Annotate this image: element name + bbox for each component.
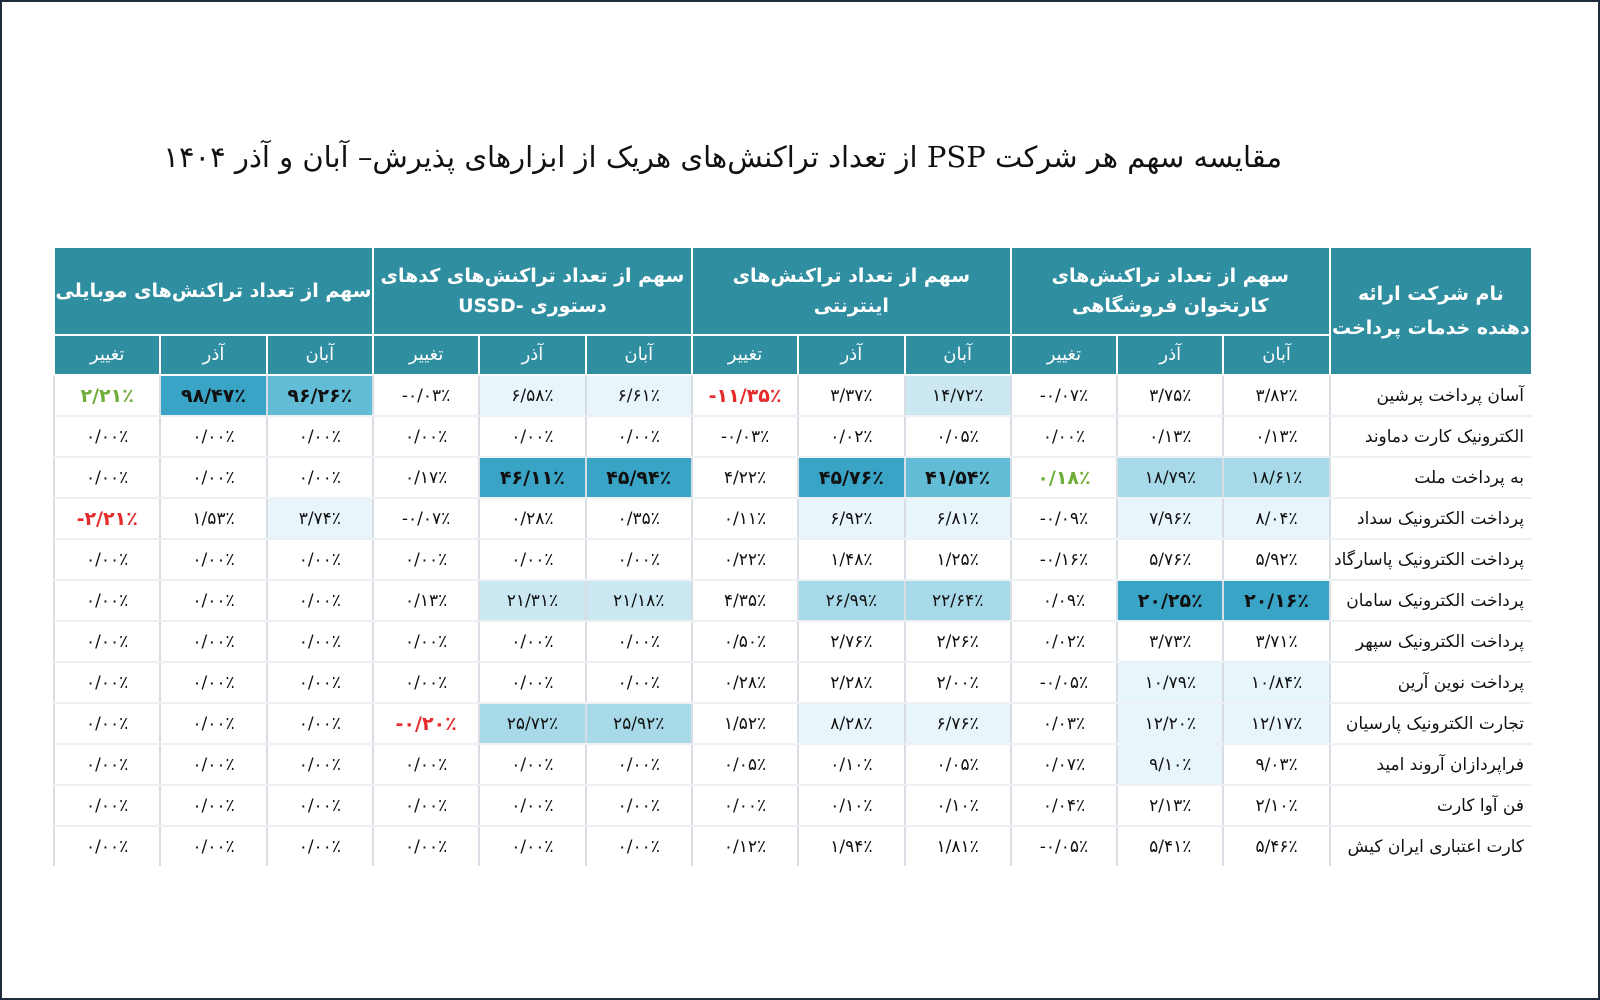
value-cell: -۰/۰۹٪ xyxy=(1011,498,1117,539)
value-cell: ۰/۰۰٪ xyxy=(373,826,479,866)
value-cell: ۰/۰۰٪ xyxy=(586,416,692,457)
value-cell: ۰/۰۰٪ xyxy=(160,416,266,457)
value-cell: ۰/۰۰٪ xyxy=(267,785,373,826)
value-cell: ۰/۰۰٪ xyxy=(160,457,266,498)
value-cell: ۱۲/۲۰٪ xyxy=(1117,703,1223,744)
value-cell: ۶/۸۱٪ xyxy=(905,498,1011,539)
value-cell: ۱۸/۶۱٪ xyxy=(1223,457,1329,498)
value-cell: ۰/۰۰٪ xyxy=(54,457,160,498)
table-row xyxy=(54,457,1532,498)
value-cell: -۰/۰۵٪ xyxy=(1011,826,1117,866)
value-cell: ۱۴/۷۲٪ xyxy=(905,375,1011,416)
value-cell: ۰/۰۰٪ xyxy=(479,416,585,457)
value-cell: ۳/۷۱٪ xyxy=(1223,621,1329,662)
value-cell: ۲۱/۱۸٪ xyxy=(586,580,692,621)
value-cell: ۶/۶۱٪ xyxy=(586,375,692,416)
sub-header-azar: آذر xyxy=(1117,335,1223,375)
sub-header-azar: آذر xyxy=(160,335,266,375)
sub-header-change: تغییر xyxy=(692,335,798,375)
value-cell: ۰/۰۰٪ xyxy=(54,826,160,866)
company-name: به پرداخت ملت xyxy=(1330,457,1532,498)
value-cell: ۱/۴۸٪ xyxy=(798,539,904,580)
value-cell: ۴۶/۱۱٪ xyxy=(479,457,585,498)
value-cell: ۶/۵۸٪ xyxy=(479,375,585,416)
value-cell: ۰/۱۳٪ xyxy=(1117,416,1223,457)
value-cell: ۵/۹۲٪ xyxy=(1223,539,1329,580)
value-cell: ۴۱/۵۴٪ xyxy=(905,457,1011,498)
value-cell: ۰/۰۷٪ xyxy=(1011,744,1117,785)
value-cell: ۴/۳۵٪ xyxy=(692,580,798,621)
value-cell: ۰/۰۰٪ xyxy=(267,457,373,498)
value-cell: ۰/۰۰٪ xyxy=(373,416,479,457)
value-cell: ۰/۱۰٪ xyxy=(798,744,904,785)
table-row xyxy=(54,826,1532,866)
value-cell: ۳/۷۵٪ xyxy=(1117,375,1223,416)
value-cell: ۰/۰۰٪ xyxy=(479,744,585,785)
value-cell: ۲/۲۱٪ xyxy=(54,375,160,416)
value-cell: ۰/۰۰٪ xyxy=(160,826,266,866)
value-cell: ۱/۲۵٪ xyxy=(905,539,1011,580)
sub-header-aban: آبان xyxy=(1223,335,1329,375)
value-cell: ۰/۰۰٪ xyxy=(160,662,266,703)
value-cell: ۰/۰۰٪ xyxy=(373,539,479,580)
value-cell: ۰/۰۰٪ xyxy=(160,744,266,785)
value-cell: ۲۱/۳۱٪ xyxy=(479,580,585,621)
value-cell: ۰/۰۰٪ xyxy=(54,703,160,744)
table-row xyxy=(54,621,1532,662)
sub-header-change: تغییر xyxy=(373,335,479,375)
value-cell: -۱۱/۳۵٪ xyxy=(692,375,798,416)
value-cell: -۲/۲۱٪ xyxy=(54,498,160,539)
value-cell: ۰/۰۰٪ xyxy=(373,662,479,703)
value-cell: ۰/۱۸٪ xyxy=(1011,457,1117,498)
value-cell: ۱/۹۴٪ xyxy=(798,826,904,866)
value-cell: ۵/۷۶٪ xyxy=(1117,539,1223,580)
value-cell: ۲۶/۹۹٪ xyxy=(798,580,904,621)
value-cell: ۰/۰۲٪ xyxy=(1011,621,1117,662)
value-cell: -۰/۲۰٪ xyxy=(373,703,479,744)
value-cell: ۰/۰۰٪ xyxy=(586,785,692,826)
value-cell: ۴۵/۹۴٪ xyxy=(586,457,692,498)
sub-header-change: تغییر xyxy=(1011,335,1117,375)
value-cell: ۰/۰۰٪ xyxy=(160,703,266,744)
company-name: پرداخت الکترونیک سپهر xyxy=(1330,621,1532,662)
value-cell: -۰/۰۳٪ xyxy=(373,375,479,416)
value-cell: ۳/۷۴٪ xyxy=(267,498,373,539)
value-cell: ۸/۰۴٪ xyxy=(1223,498,1329,539)
table-row xyxy=(54,662,1532,703)
table-row xyxy=(54,580,1532,621)
value-cell: ۴۵/۷۶٪ xyxy=(798,457,904,498)
value-cell: ۰/۰۰٪ xyxy=(479,785,585,826)
company-name: فراپردازان آروند امید xyxy=(1330,744,1532,785)
value-cell: ۳/۳۷٪ xyxy=(798,375,904,416)
sub-header-change: تغییر xyxy=(54,335,160,375)
value-cell: ۱۸/۷۹٪ xyxy=(1117,457,1223,498)
sub-header-azar: آذر xyxy=(798,335,904,375)
value-cell: ۰/۰۰٪ xyxy=(1011,416,1117,457)
value-cell: ۰/۰۹٪ xyxy=(1011,580,1117,621)
company-name: الکترونیک کارت دماوند xyxy=(1330,416,1532,457)
value-cell: ۰/۱۱٪ xyxy=(692,498,798,539)
value-cell: ۰/۰۵٪ xyxy=(692,744,798,785)
value-cell: ۳/۸۲٪ xyxy=(1223,375,1329,416)
value-cell: ۰/۰۳٪ xyxy=(1011,703,1117,744)
group-header-ussd: سهم از تعداد تراکنش‌های کدهای دستوری -USSD xyxy=(373,247,692,335)
value-cell: ۰/۰۰٪ xyxy=(54,416,160,457)
value-cell: ۰/۰۰٪ xyxy=(586,826,692,866)
value-cell: ۱/۸۱٪ xyxy=(905,826,1011,866)
value-cell: ۰/۱۰٪ xyxy=(905,785,1011,826)
value-cell: ۰/۰۵٪ xyxy=(905,416,1011,457)
value-cell: ۰/۲۸٪ xyxy=(479,498,585,539)
company-name: پرداخت الکترونیک پاسارگاد xyxy=(1330,539,1532,580)
value-cell: ۰/۰۰٪ xyxy=(160,785,266,826)
value-cell: -۰/۱۶٪ xyxy=(1011,539,1117,580)
value-cell: ۰/۰۰٪ xyxy=(267,826,373,866)
value-cell: ۰/۳۵٪ xyxy=(586,498,692,539)
value-cell: ۰/۱۳٪ xyxy=(1223,416,1329,457)
value-cell: ۰/۰۰٪ xyxy=(267,703,373,744)
value-cell: ۲۵/۹۲٪ xyxy=(586,703,692,744)
value-cell: ۰/۰۰٪ xyxy=(54,662,160,703)
table-row xyxy=(54,539,1532,580)
value-cell: ۱۰/۷۹٪ xyxy=(1117,662,1223,703)
value-cell: ۰/۰۰٪ xyxy=(267,621,373,662)
value-cell: ۲۰/۱۶٪ xyxy=(1223,580,1329,621)
page-frame xyxy=(2,2,1598,998)
value-cell: ۲/۱۰٪ xyxy=(1223,785,1329,826)
value-cell: ۰/۰۰٪ xyxy=(373,785,479,826)
group-header-mobile: سهم از تعداد تراکنش‌های موبایلی xyxy=(54,247,373,335)
value-cell: ۰/۰۴٪ xyxy=(1011,785,1117,826)
value-cell: ۰/۰۰٪ xyxy=(160,539,266,580)
value-cell: ۰/۲۸٪ xyxy=(692,662,798,703)
value-cell: ۰/۰۰٪ xyxy=(479,662,585,703)
value-cell: ۰/۰۰٪ xyxy=(267,662,373,703)
value-cell: ۰/۰۰٪ xyxy=(586,662,692,703)
value-cell: ۰/۰۰٪ xyxy=(586,539,692,580)
value-cell: ۸/۲۸٪ xyxy=(798,703,904,744)
value-cell: ۰/۰۰٪ xyxy=(692,785,798,826)
value-cell: ۰/۰۰٪ xyxy=(586,744,692,785)
company-name: تجارت الکترونیک پارسیان xyxy=(1330,703,1532,744)
value-cell: ۹/۰۳٪ xyxy=(1223,744,1329,785)
value-cell: -۰/۰۷٪ xyxy=(1011,375,1117,416)
value-cell: -۰/۰۳٪ xyxy=(692,416,798,457)
company-name: پرداخت الکترونیک سامان xyxy=(1330,580,1532,621)
sub-header-aban: آبان xyxy=(267,335,373,375)
value-cell: ۲۲/۶۴٪ xyxy=(905,580,1011,621)
value-cell: ۷/۹۶٪ xyxy=(1117,498,1223,539)
value-cell: ۱۲/۱۷٪ xyxy=(1223,703,1329,744)
value-cell: ۰/۰۰٪ xyxy=(479,826,585,866)
company-name: کارت اعتباری ایران کیش xyxy=(1330,826,1532,866)
value-cell: ۰/۰۰٪ xyxy=(373,744,479,785)
table-row xyxy=(54,375,1532,416)
company-name: پرداخت الکترونیک سداد xyxy=(1330,498,1532,539)
value-cell: ۶/۹۲٪ xyxy=(798,498,904,539)
table-row xyxy=(54,416,1532,457)
group-header-internet: سهم از تعداد تراکنش‌های اینترنتی xyxy=(692,247,1011,335)
value-cell: ۳/۷۳٪ xyxy=(1117,621,1223,662)
value-cell: ۰/۰۰٪ xyxy=(373,621,479,662)
value-cell: ۰/۰۰٪ xyxy=(54,785,160,826)
psp-share-table xyxy=(53,246,1533,866)
table-row xyxy=(54,744,1532,785)
sub-header-aban: آبان xyxy=(905,335,1011,375)
value-cell: ۰/۲۲٪ xyxy=(692,539,798,580)
value-cell: ۰/۰۰٪ xyxy=(54,580,160,621)
value-cell: -۰/۰۵٪ xyxy=(1011,662,1117,703)
value-cell: ۰/۰۰٪ xyxy=(267,744,373,785)
value-cell: ۰/۱۷٪ xyxy=(373,457,479,498)
value-cell: ۰/۰۰٪ xyxy=(267,416,373,457)
company-name: فن آوا کارت xyxy=(1330,785,1532,826)
value-cell: ۱/۵۲٪ xyxy=(692,703,798,744)
value-cell: ۰/۱۲٪ xyxy=(692,826,798,866)
value-cell: ۰/۰۰٪ xyxy=(54,539,160,580)
company-column-header: نام شرکت ارائه دهنده خدمات پرداخت xyxy=(1330,247,1532,375)
value-cell: ۲/۷۶٪ xyxy=(798,621,904,662)
sub-header-aban: آبان xyxy=(586,335,692,375)
value-cell: ۰/۰۰٪ xyxy=(54,744,160,785)
value-cell: ۴/۲۲٪ xyxy=(692,457,798,498)
value-cell: ۲/۰۰٪ xyxy=(905,662,1011,703)
table-row xyxy=(54,785,1532,826)
value-cell: ۰/۰۲٪ xyxy=(798,416,904,457)
value-cell: ۹/۱۰٪ xyxy=(1117,744,1223,785)
table-row xyxy=(54,498,1532,539)
value-cell: ۰/۰۰٪ xyxy=(267,580,373,621)
value-cell: ۱۰/۸۴٪ xyxy=(1223,662,1329,703)
value-cell: ۲۵/۷۲٪ xyxy=(479,703,585,744)
value-cell: ۲۰/۲۵٪ xyxy=(1117,580,1223,621)
value-cell: -۰/۰۷٪ xyxy=(373,498,479,539)
value-cell: ۰/۰۰٪ xyxy=(586,621,692,662)
value-cell: ۲/۲۸٪ xyxy=(798,662,904,703)
value-cell: ۲/۲۶٪ xyxy=(905,621,1011,662)
value-cell: ۲/۱۳٪ xyxy=(1117,785,1223,826)
sub-header-azar: آذر xyxy=(479,335,585,375)
company-name: پرداخت نوین آرین xyxy=(1330,662,1532,703)
value-cell: ۱/۵۳٪ xyxy=(160,498,266,539)
value-cell: ۰/۰۰٪ xyxy=(54,621,160,662)
value-cell: ۹۶/۲۶٪ xyxy=(267,375,373,416)
value-cell: ۵/۴۶٪ xyxy=(1223,826,1329,866)
table-row xyxy=(54,703,1532,744)
value-cell: ۶/۷۶٪ xyxy=(905,703,1011,744)
page-title: مقایسه سهم هر شرکت PSP از تعداد تراکنش‌های هریک از ابزارهای پذیرش– آبان و آذر ۱۴۰۴ xyxy=(163,140,1282,174)
company-name: آسان پرداخت پرشین xyxy=(1330,375,1532,416)
value-cell: ۰/۰۰٪ xyxy=(160,580,266,621)
value-cell: ۰/۰۰٪ xyxy=(479,621,585,662)
value-cell: ۹۸/۴۷٪ xyxy=(160,375,266,416)
value-cell: ۰/۰۰٪ xyxy=(479,539,585,580)
value-cell: ۰/۰۰٪ xyxy=(267,539,373,580)
group-header-pos: سهم از تعداد تراکنش‌های کارتخوان فروشگاهی xyxy=(1011,247,1330,335)
value-cell: ۰/۰۰٪ xyxy=(160,621,266,662)
value-cell: ۰/۰۵٪ xyxy=(905,744,1011,785)
value-cell: ۰/۵۰٪ xyxy=(692,621,798,662)
value-cell: ۵/۴۱٪ xyxy=(1117,826,1223,866)
value-cell: ۰/۱۰٪ xyxy=(798,785,904,826)
value-cell: ۰/۱۳٪ xyxy=(373,580,479,621)
